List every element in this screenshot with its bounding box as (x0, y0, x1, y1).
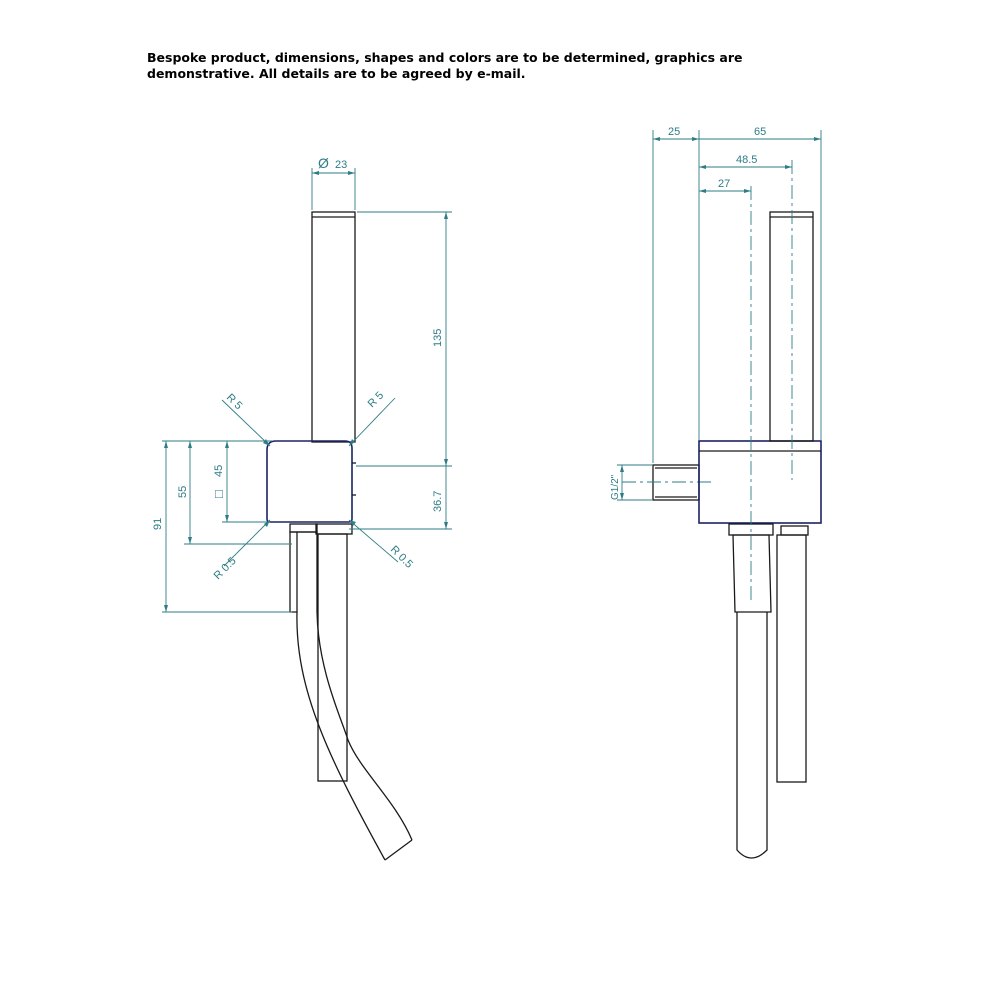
side-hose (737, 612, 767, 858)
arrow-135-t (444, 212, 448, 219)
front-shower-tube (312, 212, 355, 442)
front-hose-connector-right (297, 532, 317, 612)
diameter-value: 23 (335, 159, 348, 171)
front-hose-end (385, 840, 412, 860)
arrow-135-b (444, 459, 448, 466)
arrow-dia-l (312, 171, 319, 175)
arrow-65-r (814, 137, 821, 141)
leader-radius-br (349, 520, 398, 562)
radius-bl-label: R 0.5 (211, 555, 239, 583)
arrow-485-l (699, 165, 706, 169)
radius-tr-label: R 5 (365, 389, 387, 411)
arrow-27-r (744, 189, 751, 193)
disclaimer-line-1: Bespoke product, dimensions, shapes and colors are to be determined, graphics are (147, 50, 743, 65)
height-135-label: 135 (432, 328, 444, 347)
leader-radius-tl (222, 400, 270, 446)
side-hose-connector (733, 535, 771, 612)
square-value-label: 45 (213, 464, 225, 477)
front-tube-collar (316, 524, 352, 534)
arrow-485-r (785, 165, 792, 169)
arrow-dia-r (348, 171, 355, 175)
side-lower-tube (777, 535, 806, 782)
arrow-thread-t (620, 465, 624, 472)
depth-25-label: 25 (668, 126, 681, 138)
arrow-55-t (188, 441, 192, 448)
offset-27-label: 27 (718, 178, 731, 190)
height-55-label: 55 (177, 485, 189, 498)
dimension-arrows (164, 137, 821, 612)
arrow-91-b (164, 605, 168, 612)
side-tube-collar (781, 526, 808, 535)
front-hose-collar (290, 524, 317, 532)
arrow-25-r (692, 137, 699, 141)
thread-label: G1/2" (610, 474, 621, 500)
side-bracket-block (699, 441, 821, 523)
arrow-45-t (225, 441, 229, 448)
front-hose-right (317, 612, 412, 840)
front-hose-left (297, 612, 385, 860)
front-bracket-block (267, 441, 352, 522)
side-thread-inlet (653, 465, 699, 500)
radius-tl-label: R 5 (223, 391, 245, 413)
offset-485-label: 48.5 (736, 154, 758, 166)
depth-65-label: 65 (754, 126, 767, 138)
square-symbol: □ (211, 490, 226, 498)
side-shower-tube (770, 212, 813, 441)
arrow-45-b (225, 515, 229, 522)
radius-br-label: R 0.5 (387, 543, 415, 571)
arrow-367-b (444, 522, 448, 529)
height-91-label: 91 (152, 517, 164, 530)
disclaimer-line-2: demonstrative. All details are to be agreed by e-mail. (147, 66, 526, 81)
diameter-symbol: Ø (318, 155, 329, 171)
front-view (152, 155, 452, 860)
arrow-25-l (653, 137, 660, 141)
side-view (610, 126, 821, 858)
arrow-55-b (188, 537, 192, 544)
arrow-91-t (164, 441, 168, 448)
arrow-27-l (699, 189, 706, 193)
height-367-label: 36.7 (432, 490, 444, 512)
